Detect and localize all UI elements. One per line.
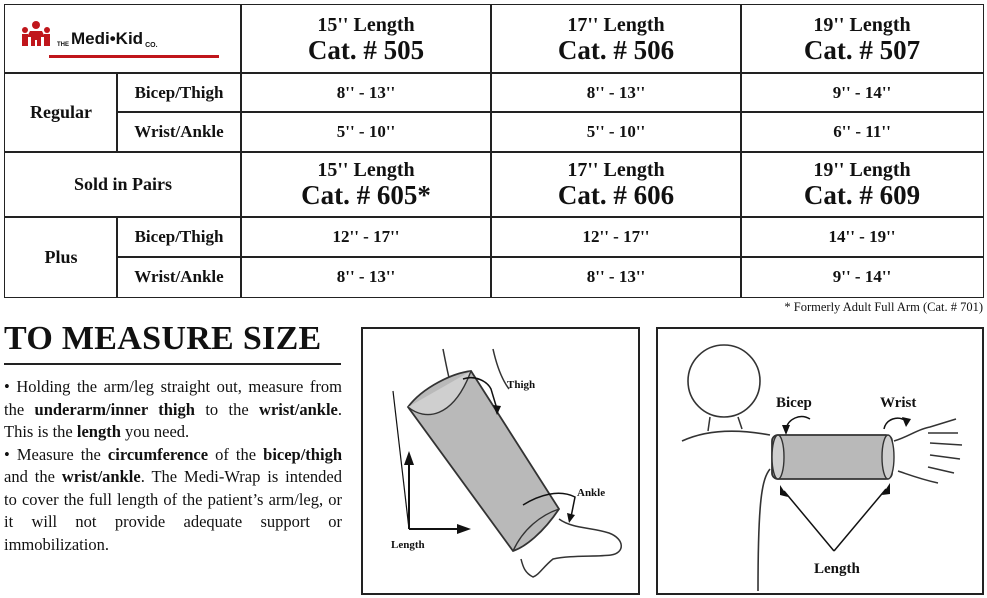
regular-bicep-505: 8'' - 13''	[240, 72, 492, 113]
text: and the	[4, 467, 62, 486]
title-rule	[4, 363, 341, 365]
header-cat: Cat. # 609	[803, 180, 921, 210]
regular-bicep-507: 9'' - 14''	[740, 72, 984, 113]
plus-wrist-605: 8'' - 13''	[240, 256, 492, 298]
logo-prefix: THE	[57, 42, 69, 49]
regular-bicep-label: Bicep/Thigh	[116, 72, 242, 113]
header-cat: Cat. # 506	[557, 34, 675, 65]
regular-wrist-505: 5'' - 10''	[240, 111, 492, 153]
plus-wrist-label: Wrist/Ankle	[116, 256, 242, 298]
header-507	[740, 4, 984, 74]
plus-bicep-label: Bicep/Thigh	[116, 216, 242, 258]
header-605	[240, 151, 492, 218]
length-label: Length	[814, 561, 860, 577]
header-606	[490, 151, 742, 218]
text-bold: length	[76, 422, 121, 441]
plus-wrist-609: 9'' - 14''	[740, 256, 984, 298]
arm-illustration	[658, 329, 982, 593]
leg-measure-figure	[361, 327, 640, 595]
text: you need.	[120, 422, 190, 441]
text: • Measure the	[4, 444, 108, 464]
header-609	[740, 151, 984, 218]
plus-wrist-606: 8'' - 13''	[490, 256, 742, 298]
header-length: 17'' Length	[567, 13, 665, 36]
logo-name: Medi•Kid	[71, 29, 144, 48]
text-bold: bicep/thigh	[263, 444, 342, 464]
logo-cell	[4, 4, 242, 74]
header-cat: Cat. # 606	[557, 180, 675, 210]
plus-bicep-609: 14'' - 19''	[740, 216, 984, 258]
length-label: Length	[391, 539, 425, 551]
text-bold: circumference	[107, 444, 209, 464]
header-505	[240, 4, 492, 74]
wrist-label: Wrist	[880, 395, 917, 411]
text-bold: wrist/ankle	[61, 467, 141, 486]
logo-underline	[49, 55, 219, 58]
header-length: 15'' Length	[317, 159, 415, 181]
measure-title: TO MEASURE SIZE	[4, 320, 322, 357]
regular-label: Regular	[4, 72, 118, 153]
text: to the	[194, 399, 260, 419]
bicep-label: Bicep	[776, 395, 812, 411]
arm-measure-figure	[656, 327, 984, 595]
text-bold: wrist/ankle	[259, 399, 338, 419]
header-length: 15'' Length	[317, 13, 415, 36]
footnote: * Formerly Adult Full Arm (Cat. # 701)	[784, 300, 983, 314]
ankle-label: Ankle	[577, 487, 606, 499]
pairs-label: Sold in Pairs	[4, 151, 242, 218]
regular-wrist-507: 6'' - 11''	[740, 111, 984, 153]
logo-wordmark	[57, 29, 158, 49]
family-logo-icon	[21, 19, 51, 47]
size-table	[4, 4, 984, 298]
header-length: 19'' Length	[813, 159, 911, 181]
regular-bicep-506: 8'' - 13''	[490, 72, 742, 113]
plus-label: Plus	[4, 216, 118, 298]
thigh-label: Thigh	[507, 379, 536, 391]
text: . The Medi-Wrap is intended to cover the full length of the patient’s arm/leg, or it will not provide adequate support or immobilization.	[4, 467, 343, 554]
header-length: 17'' Length	[567, 159, 665, 181]
header-506	[490, 4, 742, 74]
header-cat: Cat. # 505	[307, 34, 425, 65]
header-length: 19'' Length	[813, 13, 911, 36]
text: of the	[208, 444, 264, 464]
text: • Holding the arm/leg straight out, measure from the	[4, 377, 342, 419]
header-cat: Cat. # 605*	[301, 180, 431, 210]
plus-bicep-606: 12'' - 17''	[490, 216, 742, 258]
header-cat: Cat. # 507	[803, 34, 921, 65]
plus-bicep-605: 12'' - 17''	[240, 216, 492, 258]
leg-illustration	[363, 329, 638, 593]
logo-suffix: CO.	[145, 42, 158, 49]
measure-instructions	[4, 376, 342, 556]
text: . This is the	[4, 399, 343, 441]
text-bold: underarm/inner thigh	[34, 399, 195, 419]
regular-wrist-506: 5'' - 10''	[490, 111, 742, 153]
regular-wrist-label: Wrist/Ankle	[116, 111, 242, 153]
